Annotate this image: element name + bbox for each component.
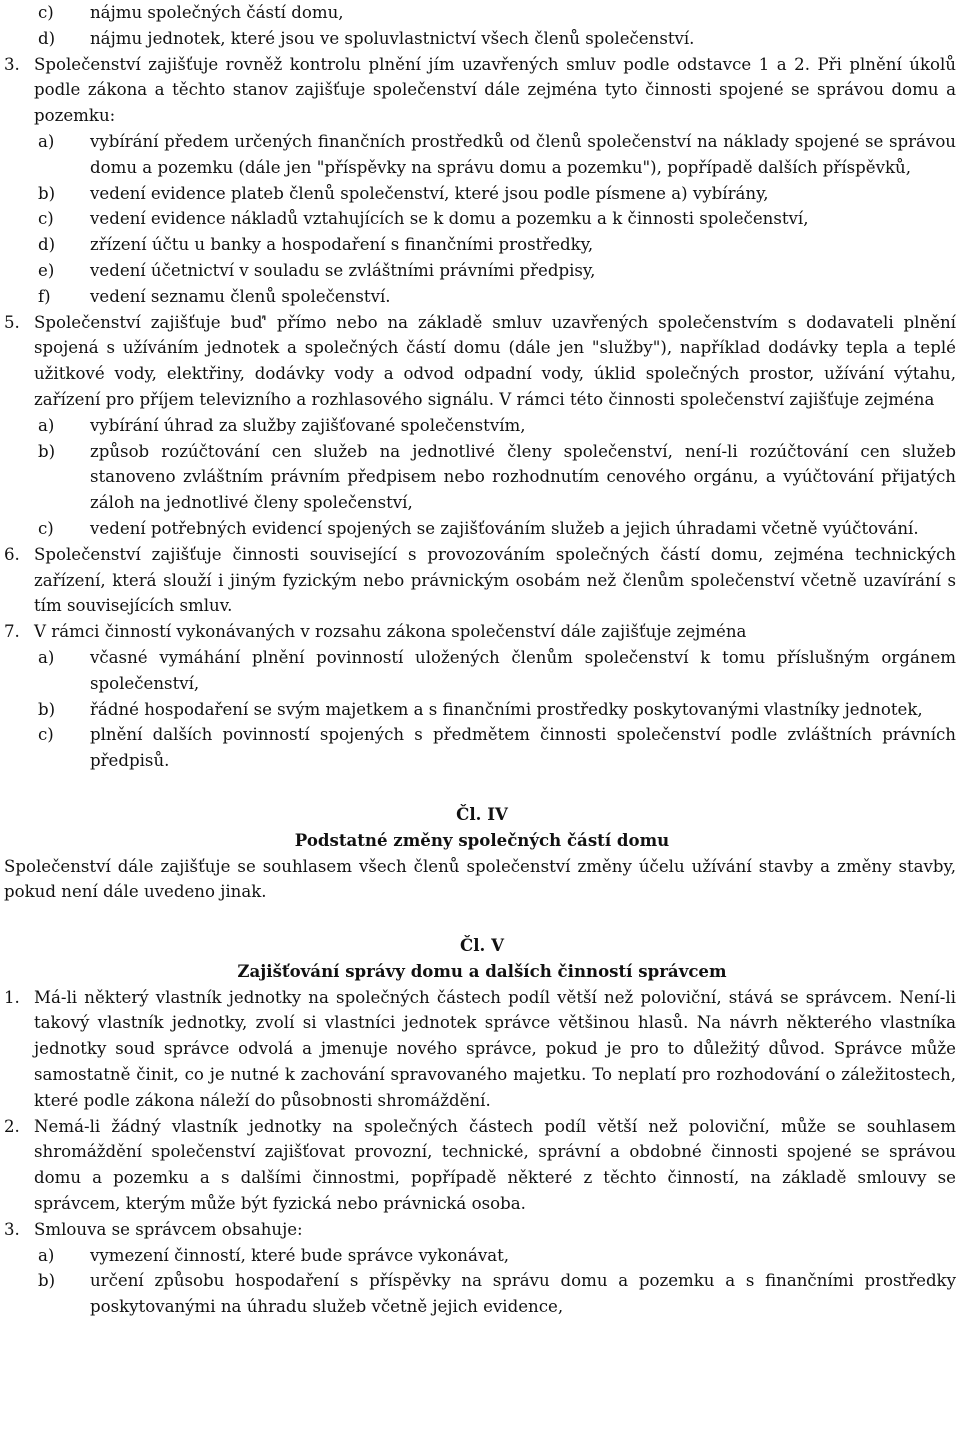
paragraph-text: V rámci činností vykonávaných v rozsahu zákona společenství dále zajišťuje zejména [34, 622, 747, 642]
item-text: vedení potřebných evidencí spojených se zajišťováním služeb a jejich úhradami včetně vyúčtování. [90, 518, 919, 538]
paragraph-3 [4, 1217, 960, 1243]
item-text: řádné hospodaření se svým majetkem a s finančními prostředky poskytovanými vlastníky jednotek, [90, 699, 923, 719]
list-item [38, 284, 960, 310]
item-text: včasné vymáhání plnění povinností uložených členům společenství k tomu příslušným orgánem společenství, [90, 647, 956, 693]
list-item [38, 181, 960, 207]
item-text: nájmu společných částí domu, [90, 3, 344, 22]
list-item [38, 516, 960, 542]
item-text: vedení účetnictví v souladu se zvláštními právními předpisy, [90, 260, 596, 280]
paragraph-number: 3. [4, 1219, 20, 1239]
item-label: c) [38, 3, 54, 22]
paragraph-3 [4, 52, 960, 129]
list-item [38, 645, 960, 697]
paragraph-number: 3. [4, 54, 20, 74]
item-text: vedení evidence nákladů vztahujících se k domu a pozemku a k činnosti společenství, [90, 209, 809, 229]
list-item [38, 439, 960, 516]
paragraph-7 [4, 619, 960, 645]
paragraph-text: Nemá-li žádný vlastník jednotky na společných částech podíl větší než poloviční, může se souhlasem shromáždění společenství zajišťovat provozní, technické, správní a obdobné činnosti spojené se správou domu a pozemku a s dalšími činnostmi, popřípadě některé z těchto činností, na základě smlouvy se správcem, kterým může být fyzická nebo právnická osoba. [34, 1116, 956, 1214]
item-label: e) [38, 260, 55, 280]
item-text: vedení seznamu členů společenství. [90, 286, 391, 306]
paragraph-2 [4, 1114, 960, 1217]
list-item [38, 258, 960, 284]
item-label: b) [38, 699, 56, 719]
paragraph-number: 2. [4, 1116, 20, 1136]
paragraph-text: Společenství zajišťuje rovněž kontrolu plnění jím uzavřených smluv podle odstavce 1 a 2. Při plnění úkolů podle zákona a těchto stanov zajišťuje společenství dále zejména tyto činnosti spojené se správou domu a pozemku: [34, 54, 956, 126]
list-item [38, 0, 960, 26]
paragraph-1 [4, 985, 960, 1114]
item-label: c) [38, 518, 54, 538]
list-item [38, 1243, 960, 1269]
paragraph-text: Společenství zajišťuje činnosti související s provozováním společných částí domu, zejména technických zařízení, která slouží i jiným fyzickým nebo právnickým osobám než členům společenství včetně uzavírání s tím souvisejících smluv. [34, 544, 956, 616]
list-item [38, 129, 960, 181]
paragraph-text: Společenství zajišťuje buď' přímo nebo na základě smluv uzavřených společenstvím s dodavateli plnění spojená s užíváním jednotek a společných částí domu (dále jen "služby"), například dodávky tepla a teplé užitkové vody, elektřiny, dodávky vody a odvod odpadní vody, úklid společných prostor, užívání výtahu, zařízení pro příjem televizního a rozhlasového signálu. V rámci této činnosti společenství zajišťuje zejména [34, 312, 956, 409]
item-label: a) [38, 647, 55, 667]
article-heading: Čl. V [460, 935, 504, 956]
article-title: Podstatné změny společných částí domu [294, 829, 670, 850]
spacer [4, 774, 960, 802]
article-text: Společenství dále zajišťuje se souhlasem všech členů společenství změny účelu užívání stavby a změny stavby, pokud není dále uvedeno jinak. [4, 856, 956, 902]
list-item [38, 232, 960, 258]
item-text: plnění dalších povinností spojených s předmětem činnosti společenství podle zvláštních právních předpisů. [90, 725, 956, 771]
paragraph-text: Má-li některý vlastník jednotky na společných částech podíl větší než poloviční, stává se správcem. Není-li takový vlastník jednotky, zvolí si vlastníci jednotek správce většinou hlasů. Na návrh některého vlastníka jednotky soud správce odvolá a jmenuje nového správce, pokud je pro to důležitý důvod. Správce může samostatně činit, co je nutné k zachování spravovaného majetku. To neplatí pro rozhodování o záležitostech, které podle zákona náleží do působnosti shromáždění. [34, 987, 956, 1110]
item-text: vymezení činností, které bude správce vykonávat, [90, 1245, 510, 1265]
paragraph-5 [4, 310, 960, 413]
list-item [38, 413, 960, 439]
item-text: určení způsobu hospodaření s příspěvky na správu domu a pozemku a s finančními prostředky poskytovanými na úhradu služeb včetně jejich evidence, [90, 1271, 956, 1317]
item-label: a) [38, 131, 55, 151]
list-item [38, 697, 960, 723]
item-label: a) [38, 415, 55, 435]
item-label: d) [38, 235, 56, 255]
item-label: f) [38, 286, 51, 306]
list-item [38, 26, 960, 52]
spacer [4, 905, 960, 933]
item-label: b) [38, 183, 56, 203]
item-text: vedení evidence plateb členů společenství, které jsou podle písmene a) vybírány, [90, 183, 769, 203]
item-label: d) [38, 28, 56, 48]
item-text: zřízení účtu u banky a hospodaření s finančními prostředky, [90, 235, 594, 255]
paragraph-6 [4, 542, 960, 619]
item-text: vybírání předem určených finančních prostředků od členů společenství na náklady spojené se správou domu a pozemku (dále jen "příspěvky na správu domu a pozemku"), popřípadě dalších příspěvků, [90, 131, 956, 177]
item-text: způsob rozúčtování cen služeb na jednotlivé členy společenství, není-li rozúčtování cen služeb stanoveno zvláštním právním předpisem nebo rozhodnutím cenového orgánu, a vyúčtování přijatých záloh na jednotlivé členy společenství, [90, 441, 956, 513]
article-heading: Čl. IV [456, 803, 508, 824]
paragraph-number: 6. [4, 544, 20, 564]
paragraph-number: 7. [4, 622, 20, 642]
list-item [38, 722, 960, 774]
paragraph-number: 1. [4, 987, 20, 1007]
item-label: b) [38, 441, 56, 461]
item-text: vybírání úhrad za služby zajišťované společenstvím, [90, 415, 526, 435]
list-item [38, 206, 960, 232]
paragraph-text: Smlouva se správcem obsahuje: [34, 1219, 303, 1239]
item-label: c) [38, 725, 54, 745]
item-label: a) [38, 1245, 55, 1265]
item-text: nájmu jednotek, které jsou ve spoluvlastnictví všech členů společenství. [90, 28, 695, 48]
list-item [38, 1268, 960, 1320]
item-label: c) [38, 209, 54, 229]
paragraph-number: 5. [4, 312, 20, 332]
item-label: b) [38, 1271, 56, 1291]
article-title: Zajišťování správy domu a dalších činností správcem [237, 960, 727, 981]
